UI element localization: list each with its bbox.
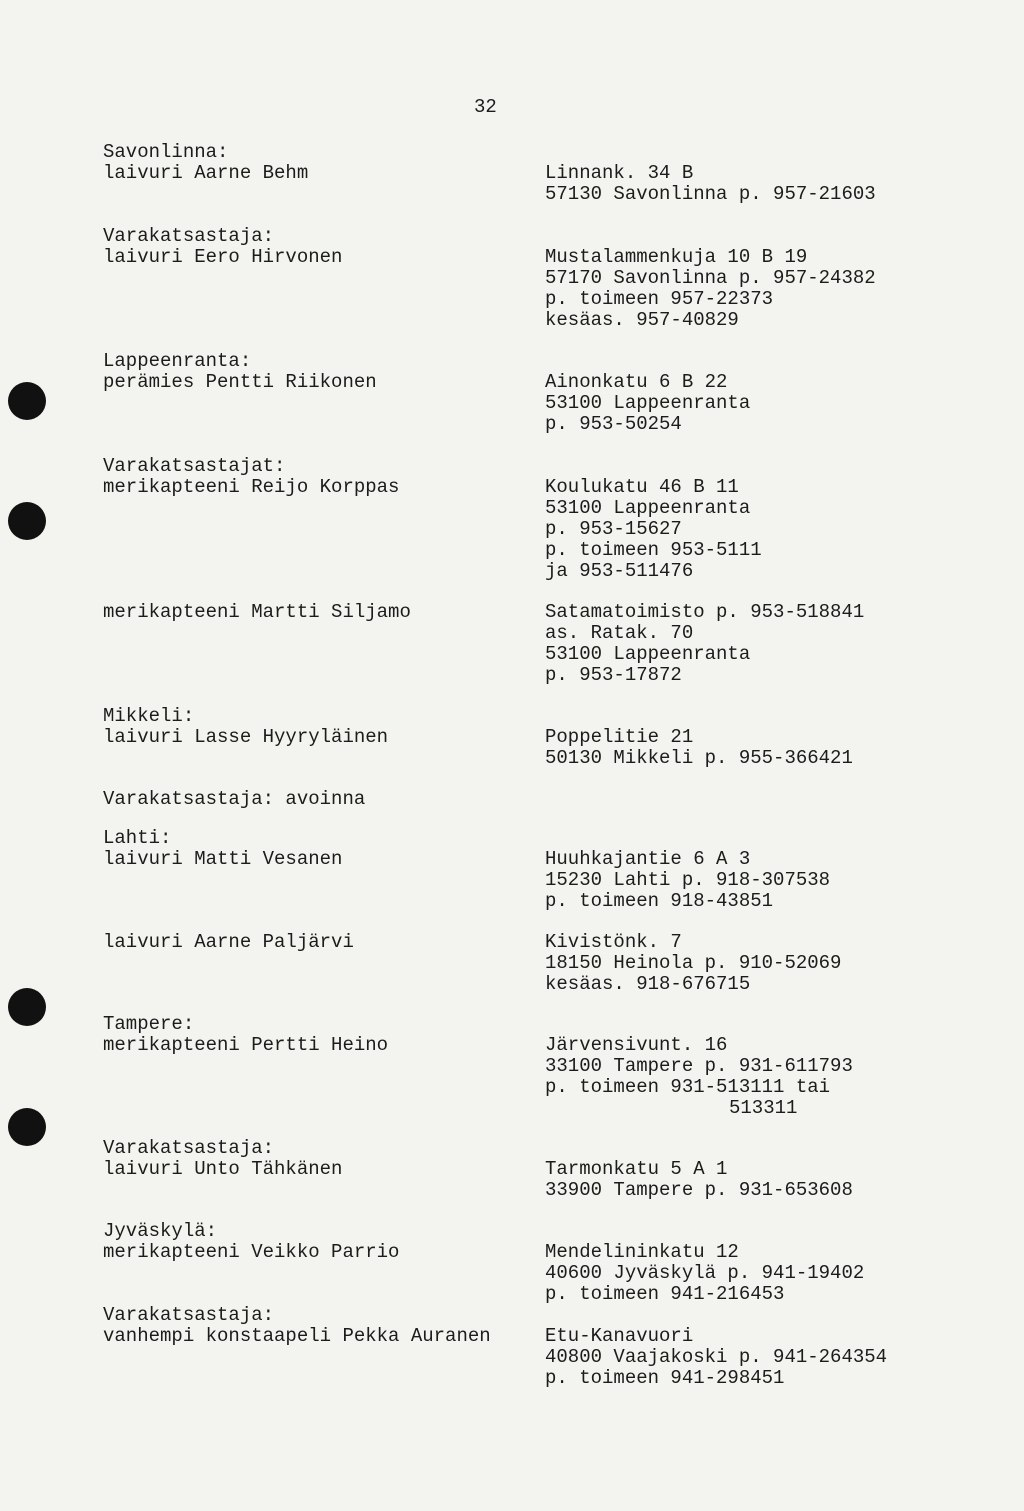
page-number: 32 xyxy=(474,96,497,118)
address-line: 40600 Jyväskylä p. 941-19402 xyxy=(545,1262,865,1284)
address-line: 53100 Lappeenranta xyxy=(545,392,751,414)
address-line: Linnank. 34 B xyxy=(545,162,694,184)
region-heading: Tampere: xyxy=(103,1013,195,1035)
region-heading: Lappeenranta: xyxy=(103,350,252,372)
address-line: Huuhkajantie 6 A 3 xyxy=(545,848,751,870)
phone-line: p. 953-50254 xyxy=(545,413,682,435)
punch-hole xyxy=(8,988,46,1026)
person-name: merikapteeni Martti Siljamo xyxy=(103,601,411,623)
person-name: laivuri Eero Hirvonen xyxy=(103,246,343,268)
phone-line: Satamatoimisto p. 953-518841 xyxy=(545,601,865,623)
phone-line: p. toimeen 918-43851 xyxy=(545,890,774,912)
punch-hole xyxy=(8,1108,46,1146)
address-line: Mendelininkatu 12 xyxy=(545,1241,739,1263)
phone-line: kesäas. 918-676715 xyxy=(545,973,751,995)
address-line: Koulukatu 46 B 11 xyxy=(545,476,739,498)
address-line: 40800 Vaajakoski p. 941-264354 xyxy=(545,1346,888,1368)
phone-line: p. toimeen 953-5111 xyxy=(545,539,762,561)
region-heading: Mikkeli: xyxy=(103,705,195,727)
region-heading: Jyväskylä: xyxy=(103,1220,218,1242)
address-line: 53100 Lappeenranta xyxy=(545,497,751,519)
address-line: Etu-Kanavuori xyxy=(545,1325,694,1347)
punch-hole xyxy=(8,502,46,540)
person-name: laivuri Lasse Hyyryläinen xyxy=(103,726,389,748)
address-line: 57170 Savonlinna p. 957-24382 xyxy=(545,267,876,289)
role-heading: Varakatsastaja: xyxy=(103,1137,275,1159)
person-name: laivuri Matti Vesanen xyxy=(103,848,343,870)
person-name: laivuri Unto Tähkänen xyxy=(103,1158,343,1180)
phone-line: p. toimeen 941-298451 xyxy=(545,1367,785,1389)
address-line: Poppelitie 21 xyxy=(545,726,694,748)
address-line: 15230 Lahti p. 918-307538 xyxy=(545,869,831,891)
phone-line: 513311 xyxy=(729,1097,798,1119)
person-name: laivuri Aarne Paljärvi xyxy=(103,931,354,953)
person-name: vanhempi konstaapeli Pekka Auranen xyxy=(103,1325,491,1347)
person-name: laivuri Aarne Behm xyxy=(103,162,309,184)
address-line: Tarmonkatu 5 A 1 xyxy=(545,1158,728,1180)
phone-line: p. toimeen 931-513111 tai xyxy=(545,1076,831,1098)
person-name: merikapteeni Pertti Heino xyxy=(103,1034,389,1056)
address-line: Mustalammenkuja 10 B 19 xyxy=(545,246,808,268)
phone-line: p. 953-15627 xyxy=(545,518,682,540)
address-line: 50130 Mikkeli p. 955-366421 xyxy=(545,747,853,769)
address-line: 33900 Tampere p. 931-653608 xyxy=(545,1179,853,1201)
address-line: Ainonkatu 6 B 22 xyxy=(545,371,728,393)
address-line: 33100 Tampere p. 931-611793 xyxy=(545,1055,853,1077)
address-line: Kivistönk. 7 xyxy=(545,931,682,953)
address-line: as. Ratak. 70 xyxy=(545,622,694,644)
role-heading: Varakatsastaja: xyxy=(103,1304,275,1326)
role-heading: Varakatsastajat: xyxy=(103,455,286,477)
address-line: 53100 Lappeenranta xyxy=(545,643,751,665)
phone-line: p. toimeen 957-22373 xyxy=(545,288,774,310)
role-heading: Varakatsastaja: xyxy=(103,225,275,247)
address-line: 18150 Heinola p. 910-52069 xyxy=(545,952,842,974)
person-name: perämies Pentti Riikonen xyxy=(103,371,377,393)
phone-line: p. 953-17872 xyxy=(545,664,682,686)
role-heading: Varakatsastaja: avoinna xyxy=(103,788,366,810)
region-heading: Savonlinna: xyxy=(103,141,229,163)
phone-line: ja 953-511476 xyxy=(545,560,694,582)
address-line: Järvensivunt. 16 xyxy=(545,1034,728,1056)
region-heading: Lahti: xyxy=(103,827,172,849)
phone-line: p. toimeen 941-216453 xyxy=(545,1283,785,1305)
phone-line: kesäas. 957-40829 xyxy=(545,309,739,331)
punch-hole xyxy=(8,382,46,420)
person-name: merikapteeni Reijo Korppas xyxy=(103,476,400,498)
person-name: merikapteeni Veikko Parrio xyxy=(103,1241,400,1263)
address-line: 57130 Savonlinna p. 957-21603 xyxy=(545,183,876,205)
